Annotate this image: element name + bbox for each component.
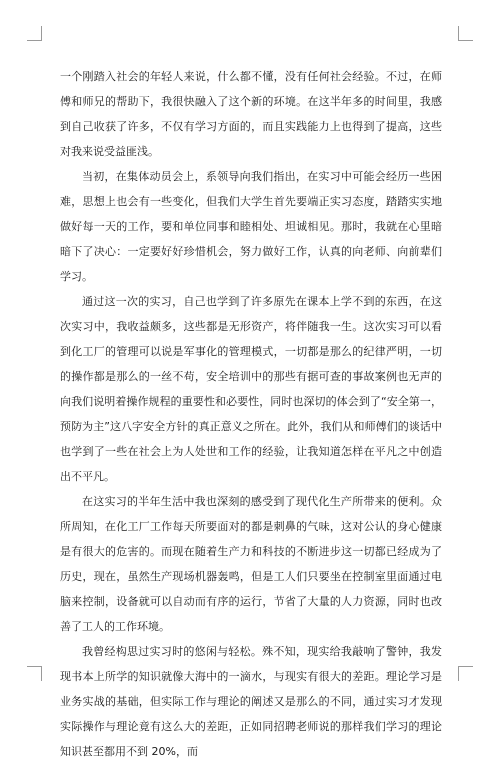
crop-mark-top-right: [458, 26, 473, 41]
crop-mark-top-left: [27, 26, 42, 41]
paragraph-2: 当初，在集体动员会上，系领导向我们指出，在实习中可能会经历一些困难，思想上也会有一些变化，但我们大学生首先要端正实习态度，踏踏实实地做好每一天的工作，要和单位同事和睦相处、坦诚相见。那时，我就在心里暗暗下了决心：一定要好好珍惜机会，努力做好工作，认真的向老师、向前辈们学习。: [60, 170, 442, 283]
paragraph-4: 在这实习的半年生活中我也深刻的感受到了现代化生产所带来的便利。众所周知，在化工厂工作每天所要面对的都是刺鼻的气味，这对公认的身心健康是有很大的危害的。而现在随着生产力和科技的不断进步这一切都已经成为了历史，现在，虽然生产现场机器轰鸣，但是工人们只要坐在控制室里面通过电脑来控制，设备就可以自动而有序的运行，节省了大量的人力资源，同时也改善了工人的工作环境。: [60, 495, 442, 633]
paragraph-5: 我曾经构思过实习时的悠闲与轻松。殊不知，现实给我敲响了警钟，我发现书本上所学的知识就像大海中的一滴水，与现实有很大的差距。理论学习是业务实战的基础，但实际工作与理论的阐述又是那么的不同，通过实习才发现实际操作与理论竟有这么大的差距，正如同招聘老师说的那样我们学习的理论知识甚至都用不到 20%，而: [60, 645, 442, 758]
crop-mark-bottom-left: [27, 666, 42, 681]
paragraph-1: 一个刚踏入社会的年轻人来说，什么都不懂，没有任何社会经验。不过，在师傅和师兄的帮助下，我很快融入了这个新的环境。在这半年多的时间里，我感到自己收获了许多，不仅有学习方面的，而且实践能力上也得到了提高，这些对我来说受益匪浅。: [60, 70, 442, 158]
paragraph-3: 通过这一次的实习，自己也学到了许多原先在课本上学不到的东西，在这次实习中，我收益颇多，这些都是无形资产，将伴随我一生。这次实习可以看到化工厂的管理可以说是军事化的管理模式，一切都是那么的纪律严明，一切的操作都是那么的一丝不苟，安全培训中的那些有据可查的事故案例也无声的向我们说明着操作规程的重要性和必要性，同时也深切的体会到了“安全第一，预防为主”这八字安全方针的真正意义之所在。此外，我们从和师傅们的谈话中也学到了一些在社会上为人处世和工作的经验，让我知道怎样在平凡之中创造出不平凡。: [60, 295, 442, 483]
document-body: [60, 64, 442, 764]
crop-mark-bottom-right: [458, 666, 473, 681]
